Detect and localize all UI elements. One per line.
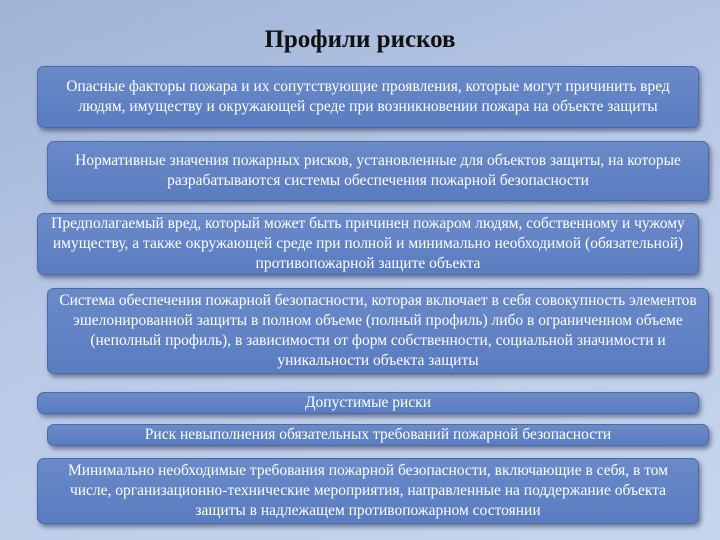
item-text: Нормативные значения пожарных рисков, установленные для объектов защиты, на которые разрабатываются системы обеспечения пожарной безопасности xyxy=(75,152,681,189)
item-text: Предполагаемый вред, который может быть причинен пожаром людям, собственному и чужому имуществу, а также окружающей среде при полной и минимально необходимой (обязательной) противопожарной защите объекта xyxy=(51,215,685,272)
risk-profile-item-minimum-requirements xyxy=(37,458,699,524)
item-text: Допустимые риски xyxy=(304,394,432,411)
item-text: Минимально необходимые требования пожарной безопасности, включающие в себя, в том числе, организационно-технические мероприятия, направленные на поддержание объекта защиты в надлежащем противопожарном состоянии xyxy=(67,462,669,519)
risk-profile-item-normative-values xyxy=(47,141,709,201)
item-text: Риск невыполнения обязательных требований пожарной безопасности xyxy=(144,426,612,443)
risk-profile-item-expected-damage xyxy=(37,213,699,275)
item-text: Опасные факторы пожара и их сопутствующие проявления, которые могут причинить вред людям, имуществу и окружающей среде при возникновении пожара на объекте защиты xyxy=(66,78,670,115)
risk-profile-item-safety-system xyxy=(47,288,709,374)
risk-profile-item-acceptable-risks xyxy=(37,392,699,414)
item-text: Система обеспечения пожарной безопасности, которая включает в себя совокупность элементов эшелонированной защиты в полном объеме (полный профиль) либо в ограниченном объеме (неполный профиль), в зависимости от форм собственности, социальной значимости и уникальности объекта защиты xyxy=(59,292,697,369)
risk-profile-item-noncompliance-risk xyxy=(47,424,709,446)
slide-title: Профили рисков xyxy=(264,26,456,53)
risk-profile-item-hazard-factors xyxy=(37,66,699,128)
